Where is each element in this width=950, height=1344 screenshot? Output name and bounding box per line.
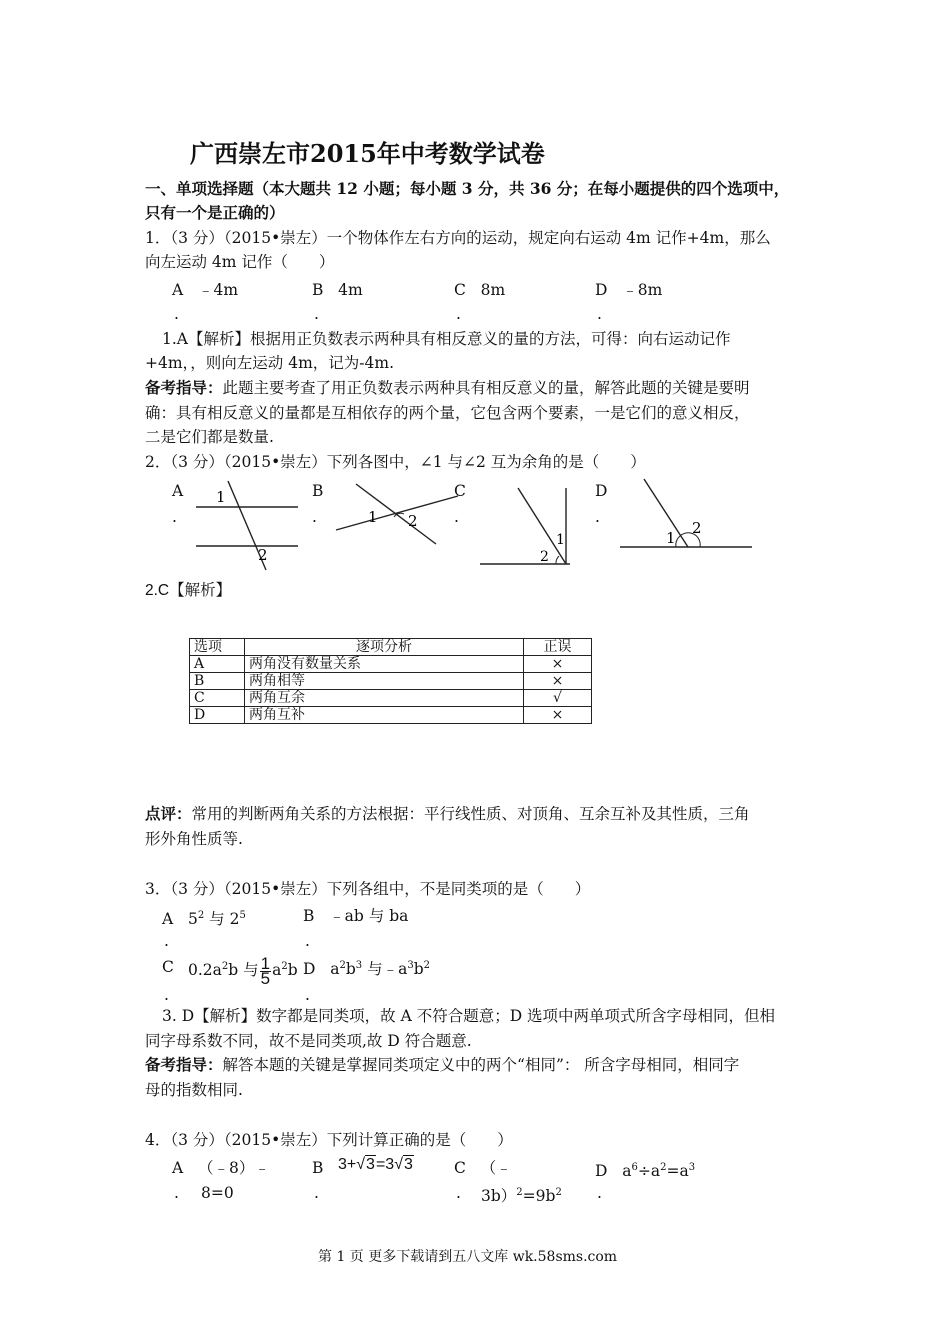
option-text: （﹣8）﹣ — [197, 1159, 270, 1177]
option-text: =9b — [522, 1187, 556, 1206]
table-cell: × — [524, 707, 592, 724]
table-cell: D — [190, 707, 245, 724]
comment-label: 点评： — [145, 804, 192, 823]
q2-letter-a: A — [172, 482, 184, 500]
option-text: 与 2 — [204, 910, 240, 929]
q1-guide-line3: 二是它们都是数量. — [145, 428, 274, 446]
option-text: 4m — [338, 281, 363, 299]
q1-guide-line2: 确：具有相反意义的量都是互相依存的两个量，它包含两个要素，一是它们的意义相反， — [145, 404, 750, 422]
option-text: b — [287, 961, 298, 980]
table-row — [190, 673, 592, 690]
q2-dot-b: . — [312, 508, 317, 526]
angle-label-1: 1 — [368, 508, 378, 526]
q2-figure-d — [618, 476, 756, 552]
q3-analysis-line2: 同字母系数不同，故不是同类项,故 D 符合题意. — [145, 1032, 472, 1050]
exponent: 2 — [197, 910, 205, 921]
option-text: 5 — [187, 910, 198, 929]
option-text: 3b） — [481, 1187, 517, 1206]
angle-label-1: 1 — [216, 488, 226, 506]
exponent: 6 — [631, 1162, 638, 1173]
table-cell: 两角互补 — [245, 707, 524, 724]
option-text: 与﹣a — [362, 960, 408, 979]
q2-letter-b: B — [312, 482, 324, 500]
option-text: b — [413, 960, 424, 979]
q1-option-a — [172, 279, 238, 301]
option-text: ÷a — [637, 1162, 661, 1181]
q4-dot-c: . — [456, 1184, 461, 1202]
q3-dot-a: . — [164, 932, 169, 950]
option-letter: D — [595, 281, 608, 299]
guide-label: 备考指导： — [145, 1055, 223, 1074]
radicand: 3 — [366, 1156, 375, 1173]
q1-option-c — [454, 279, 505, 301]
q4-option-c-line2 — [481, 1182, 562, 1207]
q1-stem-line1: 1．（3 分）（2015•崇左）一个物体作左右方向的运动，规定向右运动 4m 记作+4m，那么 — [145, 229, 771, 247]
q2-dot-c: . — [454, 508, 459, 526]
table-row — [190, 707, 592, 724]
exponent: 2 — [516, 1187, 523, 1198]
page-title: 广西崇左市2015年中考数学试卷 — [190, 139, 545, 168]
table-row — [190, 690, 592, 707]
q3-dot-b: . — [305, 932, 310, 950]
q3-guide-line2: 母的指数相同. — [145, 1081, 243, 1099]
option-text: =3 — [375, 1156, 395, 1173]
q2-dot-a: . — [172, 508, 177, 526]
option-letter: D — [595, 1162, 608, 1181]
option-text: ﹣8m — [622, 281, 663, 299]
option-text: b 与 — [228, 961, 259, 980]
table-cell: × — [524, 673, 592, 690]
option-letter: B — [303, 907, 315, 925]
guide-text: 解答本题的关键是掌握同类项定义中的两个“相同”： 所含字母相同，相同字 — [222, 1056, 740, 1074]
q3-guide-line1 — [145, 1054, 739, 1076]
q2-letter-d: D — [595, 482, 608, 500]
option-text: 8m — [480, 281, 506, 299]
option-letter: D — [303, 960, 316, 979]
q4-option-d — [595, 1157, 695, 1182]
option-letter: A — [172, 1159, 184, 1177]
q2-figure-a — [190, 478, 305, 573]
q3-analysis-line1: 3. D【解析】数字都是同类项，故 A 不符合题意；D 选项中两单项式所含字母相同，但相 — [162, 1007, 776, 1025]
table-cell: 两角相等 — [245, 673, 524, 690]
exponent: 2 — [221, 961, 229, 972]
table-cell: × — [524, 656, 592, 673]
option-letter: A — [162, 910, 174, 929]
exponent: 2 — [660, 1162, 667, 1173]
q1-option-d — [595, 279, 662, 301]
angle-label-1: 1 — [556, 532, 565, 548]
angle-label-2: 2 — [408, 512, 418, 530]
option-text: 3+ — [338, 1156, 357, 1173]
table-cell: A — [190, 656, 245, 673]
q2-comment-line1 — [145, 803, 750, 825]
table-cell: C — [190, 690, 245, 707]
table-row — [190, 656, 592, 673]
comment-text: 常用的判断两角关系的方法根据：平行线性质、对顶角、互余互补及其性质，三角 — [191, 805, 750, 823]
exponent: 2 — [281, 961, 288, 972]
option-text: b — [345, 960, 356, 979]
exponent: 2 — [423, 960, 431, 971]
q4-option-a — [172, 1157, 270, 1179]
q2-figure-c — [476, 484, 576, 570]
option-text: a — [330, 960, 340, 979]
angle-label-2: 2 — [540, 549, 549, 565]
table-header-row — [190, 639, 592, 656]
q2-stem: 2．（3 分）（2015•崇左）下列各图中，∠1 与∠2 互为余角的是（ ） — [145, 453, 646, 471]
q3-option-b — [303, 905, 408, 927]
q3-letter-c: C — [162, 958, 174, 976]
q4-option-b: 3+√3=3√3 — [338, 1156, 413, 1173]
q1-dot-b: . — [314, 305, 319, 323]
option-text: ﹣ab 与 ba — [329, 907, 409, 925]
q1-option-b — [312, 279, 363, 301]
option-text: （﹣ — [480, 1159, 512, 1177]
numerator: 1 — [260, 953, 271, 973]
angle-label-2: 2 — [692, 519, 702, 537]
section-header-line2: 只有一个是正确的） — [145, 203, 285, 222]
q1-dot-d: . — [597, 305, 602, 323]
angle-label-1: 1 — [666, 529, 676, 547]
table-cell: √ — [524, 690, 592, 707]
q3-dot-c: . — [164, 986, 169, 1004]
q4-stem: 4．（3 分）（2015•崇左）下列计算正确的是（ ） — [145, 1131, 513, 1149]
exponent: 3 — [688, 1162, 696, 1173]
table-cell: 两角没有数量关系 — [245, 656, 524, 673]
q3-option-c — [188, 953, 298, 988]
exponent: 2 — [555, 1187, 562, 1198]
option-text: ﹣4m — [197, 281, 239, 299]
exponent: 2 — [339, 960, 346, 971]
q4-option-c — [454, 1157, 512, 1179]
q3-option-a — [162, 905, 246, 930]
guide-label: 备考指导： — [145, 378, 223, 397]
table-cell: B — [190, 673, 245, 690]
q3-stem: 3．（3 分）（2015•崇左）下列各组中，不是同类项的是（ ） — [145, 880, 591, 898]
option-letter: C — [454, 281, 466, 299]
option-letter: C — [454, 1159, 466, 1177]
q1-dot-a: . — [174, 305, 179, 323]
angle-label-2: 2 — [258, 546, 268, 564]
page-footer: 第 1 页 更多下载请到五八文库 wk.58sms.com — [318, 1249, 618, 1265]
q1-stem-line2: 向左运动 4m 记作（ ） — [145, 253, 335, 271]
denominator: 5 — [260, 968, 271, 988]
q4-letter-b: B — [312, 1159, 324, 1177]
q1-analysis-line2: +4m，，则向左运动 4m，记为-4m. — [145, 354, 395, 372]
q3-option-d — [303, 955, 430, 980]
section-header-line1: 一、单项选择题（本大题共 12 小题；每小题 3 分，共 36 分；在每小题提供的四个选项中， — [145, 179, 790, 198]
q2-figure-b — [332, 480, 462, 550]
q4-dot-d: . — [597, 1184, 602, 1202]
exponent: 3 — [355, 960, 363, 971]
option-text: 0.2a — [188, 961, 222, 980]
q2-answer: 2.C【解析】 — [145, 582, 232, 599]
fraction — [260, 953, 271, 988]
q4-dot-b: . — [314, 1184, 319, 1202]
q2-dot-d: . — [595, 508, 600, 526]
q4-option-a-line2: 8=0 — [201, 1184, 234, 1202]
option-text: =a — [666, 1162, 689, 1181]
table-header-cell: 选项 — [190, 639, 245, 656]
q4-dot-a: . — [174, 1184, 179, 1202]
q2-letter-c: C — [454, 482, 466, 500]
q1-guide-line1 — [145, 377, 750, 399]
table-header-cell: 逐项分析 — [245, 639, 524, 656]
option-letter: B — [312, 281, 324, 299]
q1-analysis-line1: 1.A【解析】根据用正负数表示两种具有相反意义的量的方法，可得：向右运动记作 — [162, 330, 731, 348]
option-text: a — [272, 961, 282, 980]
radicand: 3 — [403, 1156, 413, 1173]
exponent: 5 — [239, 910, 246, 921]
exponent: 3 — [407, 960, 414, 971]
table-header-cell: 正误 — [524, 639, 592, 656]
q1-dot-c: . — [456, 305, 461, 323]
option-letter: A — [172, 281, 184, 299]
q3-dot-d: . — [305, 986, 310, 1004]
table-cell: 两角互余 — [245, 690, 524, 707]
option-text: a — [622, 1162, 632, 1181]
q2-comment-line2: 形外角性质等. — [145, 830, 243, 848]
guide-text: 此题主要考查了用正负数表示两种具有相反意义的量，解答此题的关键是要明 — [222, 379, 750, 397]
q2-analysis-table — [189, 638, 592, 724]
